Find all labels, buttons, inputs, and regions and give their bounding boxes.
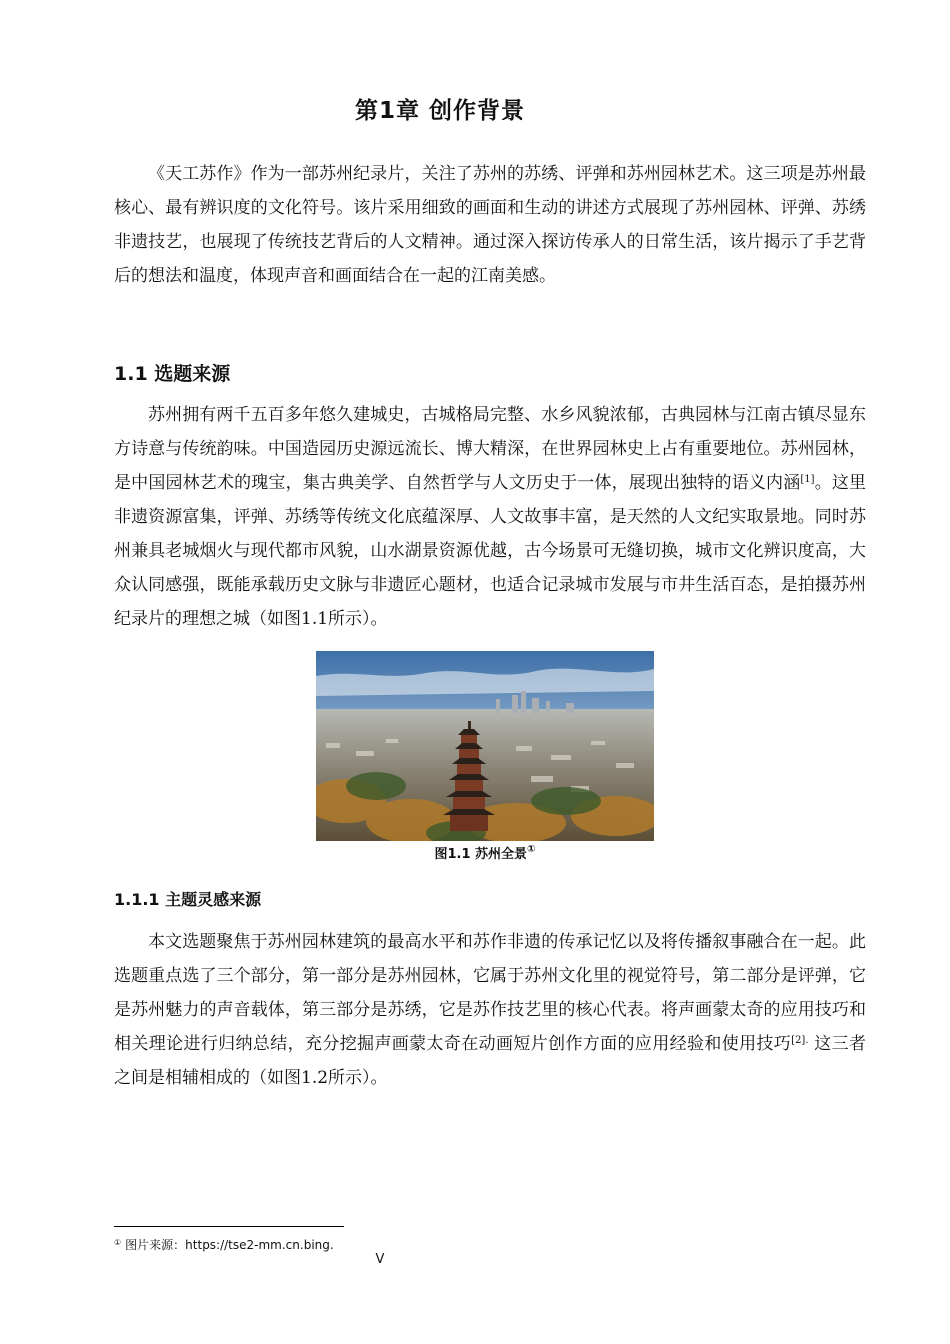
subsection-heading: 1.1.1 主题灵感来源 <box>114 890 262 909</box>
suzhou-panorama-image <box>316 651 654 841</box>
subsection-paragraph-part1: 本文选题聚焦于苏州园林建筑的最高水平和苏作非遗的传承记忆以及将传播叙事融合在一起。此选题重点选了三个部分，第一部分是苏州园林，它属于苏州文化里的视觉符号，第二部分是评弹，它是苏州魅力的声音载体，第三部分是苏绣，它是苏作技艺里的核心代表。将声画蒙太奇的应用技巧和相关理论进行归纳总结，充分挖掘声画蒙太奇在动画短片创作方面的应用经验和使用技巧 <box>114 932 866 1054</box>
footnote <box>114 1236 334 1253</box>
page-number: V <box>375 1252 385 1267</box>
footnote-text: 图片来源：https://tse2-mm.cn.bing. <box>125 1238 334 1252</box>
citation-ref-2[interactable]: [2]. <box>791 1035 809 1046</box>
section-paragraph-part1: 苏州拥有两千五百多年悠久建城史，古城格局完整、水乡风貌浓郁，古典园林与江南古镇尽显东方诗意与传统韵味。中国造园历史源远流长、博大精深，在世界园林史上占有重要地位。苏州园林，是中国园林艺术的瑰宝，集古典美学、自然哲学与人文历史于一体，展现出独特的语义内涵 <box>114 405 866 493</box>
citation-ref-1[interactable]: [1] <box>800 474 815 485</box>
intro-paragraph: 《天工苏作》作为一部苏州纪录片，关注了苏州的苏绣、评弹和苏州园林艺术。这三项是苏州最核心、最有辨识度的文化符号。该片采用细致的画面和生动的讲述方式展现了苏州园林、评弹、苏绣非遗技艺，也展现了传统技艺背后的人文精神。通过深入探访传承人的日常生活，该片揭示了手艺背后的想法和温度，体现声音和画面结合在一起的江南美感。 <box>114 164 866 286</box>
figure-suzhou-panorama <box>316 651 654 841</box>
chapter-title: 第1章 创作背景 <box>354 98 525 124</box>
subsection-paragraph-part2: 这三者之间是相辅相成的（如图1.2所示）。 <box>114 1034 867 1088</box>
section-heading: 1.1 选题来源 <box>114 363 231 385</box>
subsection-paragraph <box>114 925 866 1095</box>
section-paragraph-part2: 。这里非遗资源富集，评弹、苏绣等传统文化底蕴深厚、人文故事丰富，是天然的人文纪实取景地。同时苏州兼具老城烟火与现代都市风貌，山水湖景资源优越，古今场景可无缝切换，城市文化辨识度高，大众认同感强，既能承载历史文脉与非遗匠心题材，也适合记录城市发展与市井生活百态，是拍摄苏州纪录片的理想之城（如图1.1所示）。 <box>114 473 867 629</box>
figure-caption-text: 图1.1 苏州全景 <box>434 847 528 862</box>
footnote-mark: ① <box>114 1238 122 1247</box>
footnote-divider <box>114 1226 344 1227</box>
figure-caption-footnote-mark[interactable]: ① <box>527 844 536 855</box>
figure-caption <box>0 843 950 862</box>
section-paragraph <box>114 398 866 636</box>
